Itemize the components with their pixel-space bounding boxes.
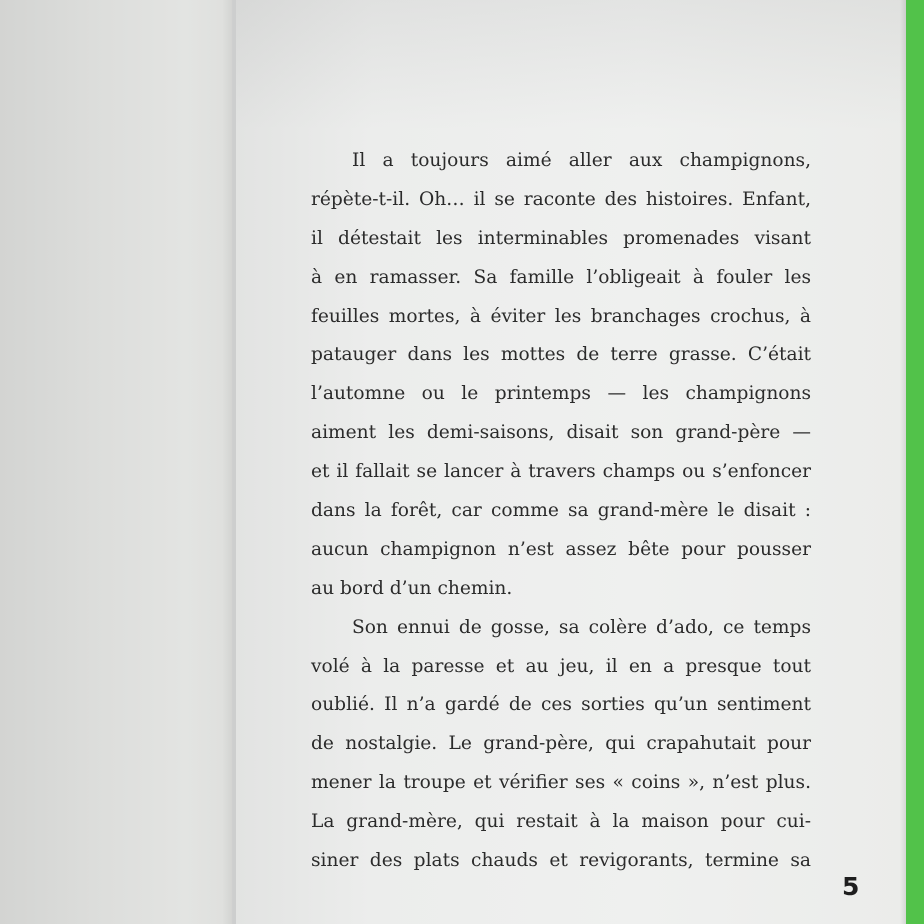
text-line: patauger dans les mottes de terre grasse. C’était xyxy=(311,344,811,366)
text-line: au bord d’un chemin. xyxy=(311,577,513,599)
text-line: il détestait les interminables promenades visant xyxy=(311,227,811,249)
page-number: 5 xyxy=(842,872,860,901)
text-line: répète-t-il. Oh… il se raconte des histoires. Enfant, xyxy=(311,188,811,210)
left-page xyxy=(0,0,232,924)
paragraph-1 xyxy=(311,142,811,609)
text-line: feuilles mortes, à éviter les branchages crochus, à xyxy=(311,305,811,327)
text-line: l’automne ou le printemps — les champignons xyxy=(311,383,811,405)
text-line: oublié. Il n’a gardé de ces sorties qu’un sentiment xyxy=(311,694,811,716)
paragraph-2 xyxy=(311,609,811,881)
text-line: mener la troupe et vérifier ses « coins », n’est plus. xyxy=(311,772,811,794)
show-through-text xyxy=(236,0,912,130)
text-line: volé à la paresse et au jeu, il en a presque tout xyxy=(311,655,811,677)
text-line: à en ramasser. Sa famille l’obligeait à fouler les xyxy=(311,266,811,288)
body-text xyxy=(311,142,811,881)
text-line: dans la forêt, car comme sa grand-mère le disait : xyxy=(311,500,811,522)
text-line: La grand-mère, qui restait à la maison pour cui- xyxy=(311,811,811,833)
green-background-edge xyxy=(906,0,924,924)
text-line: Son ennui de gosse, sa colère d’ado, ce temps xyxy=(352,616,811,638)
text-line: siner des plats chauds et revigorants, termine sa xyxy=(311,850,811,872)
text-line: Il a toujours aimé aller aux champignons, xyxy=(352,150,811,171)
text-line: de nostalgie. Le grand-père, qui crapahutait pour xyxy=(311,733,811,755)
text-line: et il fallait se lancer à travers champs ou s’enfoncer xyxy=(311,461,811,483)
text-line: aucun champignon n’est assez bête pour pousser xyxy=(311,538,811,560)
text-line: aiment les demi-saisons, disait son grand-père — xyxy=(311,422,811,444)
